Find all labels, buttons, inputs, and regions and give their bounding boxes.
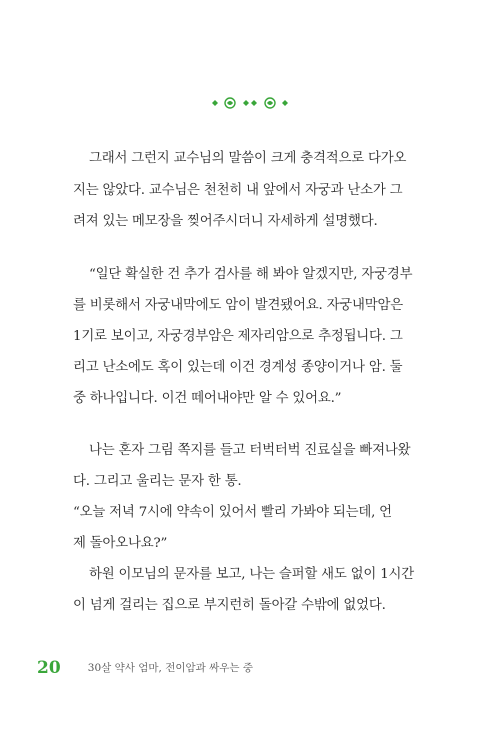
text-line: 지는 않았다. 교수님은 천천히 내 앞에서 자궁과 난소가 그 bbox=[73, 183, 403, 198]
text-line: 1기로 보이고, 자궁경부암은 제자리암으로 추정됩니다. 그 bbox=[73, 329, 403, 344]
text-line: 그래서 그런지 교수님의 말씀이 크게 충격적으로 다가오 bbox=[89, 151, 407, 166]
text-line: 를 비롯해서 자궁내막에도 암이 발견됐어요. 자궁내막암은 bbox=[73, 298, 403, 313]
text-line: 중 하나입니다. 이건 떼어내야만 알 수 있어요.” bbox=[73, 391, 342, 406]
text-line: “오늘 저녁 7시에 약속이 있어서 빨리 가봐야 되는데, 언 bbox=[73, 505, 392, 520]
green-floral-divider-icon bbox=[210, 96, 290, 110]
text-line: 나는 혼자 그림 쪽지를 들고 터벅터벅 진료실을 빠져나왔 bbox=[89, 443, 411, 458]
text-line: 려져 있는 메모장을 찢어주시더니 자세하게 설명했다. bbox=[73, 214, 378, 229]
text-line: 리고 난소에도 혹이 있는데 이건 경계성 종양이거나 암. 둘 bbox=[73, 360, 403, 375]
text-line: 제 돌아오나요?” bbox=[73, 536, 168, 551]
text-line: 다. 그리고 울리는 문자 한 통. bbox=[73, 474, 242, 489]
page-footer bbox=[37, 657, 253, 677]
text-line: “일단 확실한 건 추가 검사를 해 봐야 알겠지만, 자궁경부 bbox=[89, 267, 413, 282]
chapter-ornament bbox=[0, 96, 500, 110]
page-number: 20 bbox=[37, 657, 61, 678]
running-title: 30살 약사 엄마, 전이암과 싸우는 중 bbox=[87, 661, 254, 674]
text-line: 이 넘게 걸리는 집으로 부지런히 돌아갈 수밖에 없었다. bbox=[73, 598, 386, 613]
text-line: 하원 이모님의 문자를 보고, 나는 슬퍼할 새도 없이 1시간 bbox=[89, 567, 415, 582]
